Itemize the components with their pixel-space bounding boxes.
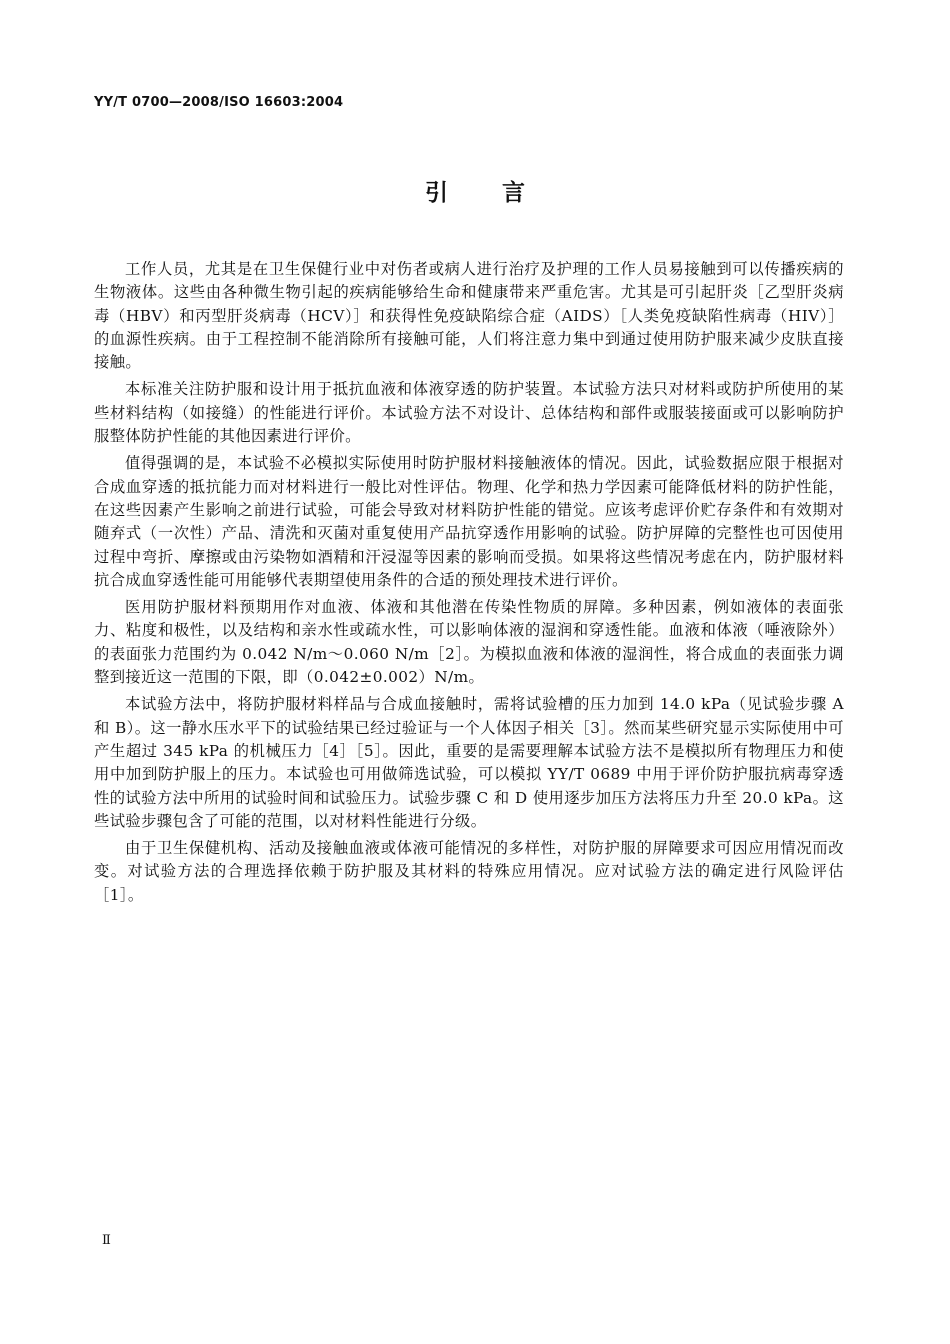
document-code: YY/T 0700—2008/ISO 16603:2004 <box>94 95 344 110</box>
body-text <box>94 258 844 911</box>
page-title: 引言 <box>425 180 579 206</box>
paragraph-2: 本标准关注防护服和设计用于抵抗血液和体液穿透的防护装置。本试验方法只对材料或防护所使用的某些材料结构（如接缝）的性能进行评价。本试验方法不对设计、总体结构和部件或服装接面或可以影响防护服整体防护性能的其他因素进行评价。 <box>94 380 844 446</box>
paragraph-6: 由于卫生保健机构、活动及接触血液或体液可能情况的多样性，对防护服的屏障要求可因应用情况而改变。对试验方法的合理选择依赖于防护服及其材料的特殊应用情况。应对试验方法的确定进行风险评估［1］。 <box>94 839 844 904</box>
paragraph-4: 医用防护服材料预期用作对血液、体液和其他潜在传染性物质的屏障。多种因素，例如液体的表面张力、粘度和极性，以及结构和亲水性或疏水性，可以影响体液的湿润和穿透性能。血液和体液（唾液除外）的表面张力范围约为 0.042 N/m～0.060 N/m［2］。为模拟血液和体液的湿润性，将合成血的表面张力调整到接近这一范围的下限，即（0.042±0.002）N/m。 <box>94 598 844 687</box>
paragraph-1: 工作人员，尤其是在卫生保健行业中对伤者或病人进行治疗及护理的工作人员易接触到可以传播疾病的生物液体。这些由各种微生物引起的疾病能够给生命和健康带来严重危害。尤其是可引起肝炎［乙型肝炎病毒（HBV）和丙型肝炎病毒（HCV）］和获得性免疫缺陷综合症（AIDS）［人类免疫缺陷性病毒（HIV）］的血源性疾病。由于工程控制不能消除所有接触可能，人们将注意力集中到通过使用防护服来减少皮肤直接接触。 <box>94 260 844 372</box>
paragraph-3: 值得强调的是，本试验不必模拟实际使用时防护服材料接触液体的情况。因此，试验数据应限于根据对合成血穿透的抵抗能力而对材料进行一般比对性评估。物理、化学和热力学因素可能降低材料的防护性能，在这些因素产生影响之前进行试验，可能会导致对材料防护性能的错觉。应该考虑评价贮存条件和有效期对随弃式（一次性）产品、清洗和灭菌对重复使用产品抗穿透作用影响的试验。防护屏障的完整性也可因使用过程中弯折、摩擦或由污染物如酒精和汗浸湿等因素的影响而受损。如果将这些情况考虑在内，防护服材料抗合成血穿透性能可用能够代表期望使用条件的合适的预处理技术进行评价。 <box>94 454 844 589</box>
paragraph-5: 本试验方法中，将防护服材料样品与合成血接触时，需将试验槽的压力加到 14.0 kPa（见试验步骤 A 和 B）。这一静水压水平下的试验结果已经过验证与一个人体因子相关［3］。然而某些研究显示实际使用中可产生超过 345 kPa 的机械压力［4］［5］。因此，重要的是需要理解本试验方法不是模拟所有物理压力和使用中加到防护服上的压力。本试验也可用做筛选试验，可以模拟 YY/T 0689 中用于评价防护服抗病毒穿透性的试验方法中所用的试验时间和试验压力。试验步骤 C 和 D 使用逐步加压方法将压力升至 20.0 kPa。这些试验步骤包含了可能的范围，以对材料性能进行分级。 <box>94 695 844 830</box>
page-number: Ⅱ <box>102 1233 111 1248</box>
